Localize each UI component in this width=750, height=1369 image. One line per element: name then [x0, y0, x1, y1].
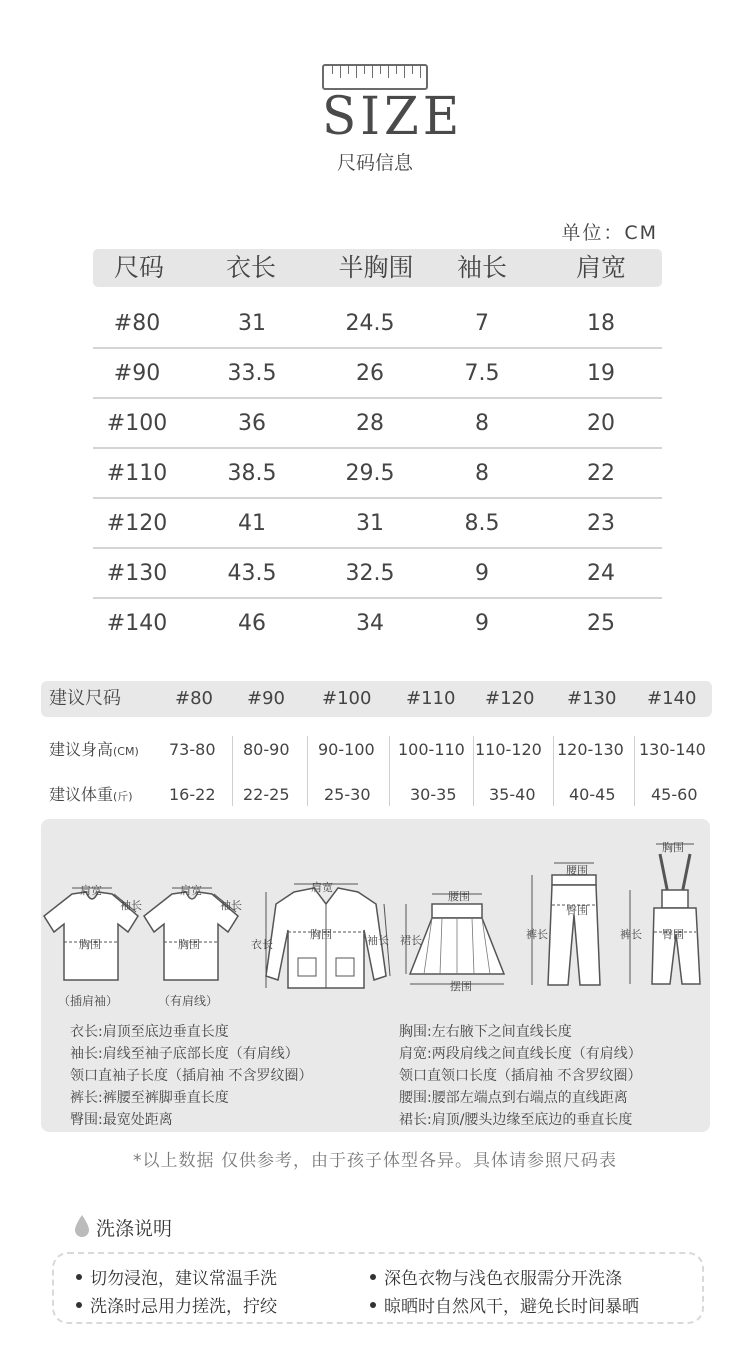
column-header: 衣长 — [225, 253, 277, 282]
column-divider — [553, 736, 554, 806]
height-label: 建议身高(CM) — [49, 740, 139, 759]
table-cell: 36 — [238, 411, 266, 436]
column-divider — [634, 736, 635, 806]
weight-value: 35-40 — [489, 785, 536, 804]
table-row — [93, 299, 662, 349]
sleeve-label: 袖长 — [120, 899, 142, 912]
washing-title: 洗涤说明 — [96, 1218, 173, 1240]
table-cell: #120 — [106, 511, 168, 536]
height-value: 100-110 — [398, 740, 465, 759]
table-cell: 20 — [587, 411, 615, 436]
height-row — [41, 735, 712, 765]
table-cell: 46 — [238, 611, 266, 636]
column-divider — [389, 736, 390, 806]
table-row — [93, 549, 662, 599]
definition-text: 裙长:肩顶/腰头边缘至底边的垂直长度 — [399, 1112, 633, 1128]
definition-text: 衣长:肩顶至底边垂直长度 — [70, 1024, 229, 1040]
table-cell: 22 — [587, 461, 615, 486]
sleeve-label: 袖长 — [220, 899, 242, 912]
table-cell: #100 — [106, 411, 168, 436]
table-cell: 9 — [475, 611, 489, 636]
height-value: 80-90 — [243, 740, 290, 759]
weight-row — [41, 780, 712, 810]
definition-text: 袖长:肩线至袖子底部长度（有肩线） — [70, 1046, 299, 1062]
table-cell: 38.5 — [227, 461, 277, 486]
chest-label: 胸围 — [662, 841, 684, 854]
washing-item: 深色衣物与浅色衣服需分开洗涤 — [370, 1264, 622, 1289]
weight-label: 建议体重(斤) — [49, 785, 133, 804]
sleeve-label: 袖长 — [367, 934, 389, 947]
suggest-size: #90 — [247, 688, 285, 709]
table-cell: 23 — [587, 511, 615, 536]
definition-text: 领口直袖子长度（插肩袖 不含罗纹圈） — [70, 1068, 313, 1084]
table-row — [93, 449, 662, 499]
hip-label: 臀围 — [566, 904, 588, 917]
suggest-size-label: 建议尺码 — [49, 688, 121, 709]
definition-text: 胸围:左右腋下之间直线长度 — [399, 1024, 572, 1040]
table-cell: 26 — [356, 361, 384, 386]
table-cell: 8.5 — [464, 511, 500, 536]
washing-item: 切勿浸泡，建议常温手洗 — [76, 1264, 277, 1289]
chest-label: 胸围 — [79, 938, 101, 951]
table-cell: 28 — [356, 411, 384, 436]
table-cell: #130 — [106, 561, 168, 586]
size-logo-text: SIZE — [322, 85, 464, 147]
column-divider — [307, 736, 308, 806]
waist-label: 腰围 — [566, 864, 588, 877]
height-value: 130-140 — [639, 740, 706, 759]
height-value: 120-130 — [557, 740, 624, 759]
table-cell: 43.5 — [227, 561, 277, 586]
waist-label: 腰围 — [448, 890, 470, 903]
column-divider — [473, 736, 474, 806]
table-cell: 18 — [587, 311, 615, 336]
column-header: 肩宽 — [575, 253, 627, 282]
table-cell: 29.5 — [345, 461, 395, 486]
height-value: 73-80 — [169, 740, 216, 759]
shoulder-label: 肩宽 — [180, 884, 202, 897]
table-cell: #110 — [106, 461, 168, 486]
weight-value: 22-25 — [243, 785, 290, 804]
table-cell: 25 — [587, 611, 615, 636]
table-cell: 9 — [475, 561, 489, 586]
table-cell: 8 — [475, 461, 489, 486]
suggest-size: #100 — [322, 688, 372, 709]
column-divider — [232, 736, 233, 806]
table-cell: 41 — [238, 511, 266, 536]
table-cell: 31 — [238, 311, 266, 336]
suggest-size: #80 — [175, 688, 213, 709]
suggest-size: #120 — [485, 688, 535, 709]
disclaimer-note: *以上数据 仅供参考，由于孩子体型各异。具体请参照尺码表 — [133, 1151, 617, 1171]
skirt-length-label: 裙长 — [400, 934, 422, 947]
column-header: 尺码 — [113, 253, 165, 282]
table-cell: 24 — [587, 561, 615, 586]
suggest-size: #110 — [406, 688, 456, 709]
weight-value: 25-30 — [324, 785, 371, 804]
washing-item: 洗涤时忌用力搓洗，拧绞 — [76, 1292, 277, 1317]
hip-label: 臀围 — [662, 928, 684, 941]
height-value: 110-120 — [475, 740, 542, 759]
unit-label: 单位：CM — [561, 222, 658, 244]
pants-length-label: 裤长 — [526, 928, 548, 941]
suggest-size: #130 — [567, 688, 617, 709]
definition-text: 肩宽:两段肩线之间直线长度（有肩线） — [399, 1046, 642, 1062]
table-cell: 8 — [475, 411, 489, 436]
weight-value: 30-35 — [410, 785, 457, 804]
table-cell: 31 — [356, 511, 384, 536]
column-header: 袖长 — [456, 253, 508, 282]
weight-value: 40-45 — [569, 785, 616, 804]
definition-text: 裤长:裤腰至裤脚垂直长度 — [70, 1090, 229, 1106]
weight-value: 45-60 — [651, 785, 698, 804]
definition-text: 腰围:腰部左端点到右端点的直线距离 — [399, 1090, 628, 1106]
shoulder-label: 肩宽 — [80, 884, 102, 897]
column-header: 半胸围 — [338, 253, 414, 282]
table-cell: #90 — [113, 361, 161, 386]
page-subtitle: 尺码信息 — [336, 152, 413, 174]
height-value: 90-100 — [318, 740, 375, 759]
length-label: 衣长 — [251, 938, 273, 951]
weight-value: 16-22 — [169, 785, 216, 804]
suggest-size: #140 — [647, 688, 697, 709]
table-cell: 33.5 — [227, 361, 277, 386]
chest-label: 胸围 — [310, 928, 332, 941]
raglan-caption: （插肩袖） — [58, 994, 119, 1008]
shoulder-seam-caption: （有肩线） — [158, 994, 219, 1008]
table-row — [93, 399, 662, 449]
pants-length-label: 裤长 — [620, 928, 642, 941]
table-cell: 34 — [356, 611, 384, 636]
table-cell: 32.5 — [345, 561, 395, 586]
hem-label: 摆围 — [450, 980, 472, 993]
table-row — [93, 599, 662, 649]
table-cell: #80 — [113, 311, 161, 336]
table-row — [93, 349, 662, 399]
definition-text: 臀围:最宽处距离 — [70, 1112, 173, 1128]
table-cell: 7.5 — [464, 361, 500, 386]
water-drop-icon — [74, 1214, 90, 1242]
table-cell: 19 — [587, 361, 615, 386]
overalls-figure — [620, 834, 710, 994]
table-row — [93, 499, 662, 549]
chest-label: 胸围 — [178, 938, 200, 951]
suggest-table-header — [41, 681, 712, 717]
size-table-header — [93, 249, 662, 287]
table-cell: 24.5 — [345, 311, 395, 336]
table-cell: #140 — [106, 611, 168, 636]
table-cell: 7 — [475, 311, 489, 336]
definition-text: 领口直领口长度（插肩袖 不含罗纹圈） — [399, 1068, 642, 1084]
washing-item: 晾晒时自然风干，避免长时间暴晒 — [370, 1292, 639, 1317]
shoulder-label: 肩宽 — [311, 881, 333, 894]
